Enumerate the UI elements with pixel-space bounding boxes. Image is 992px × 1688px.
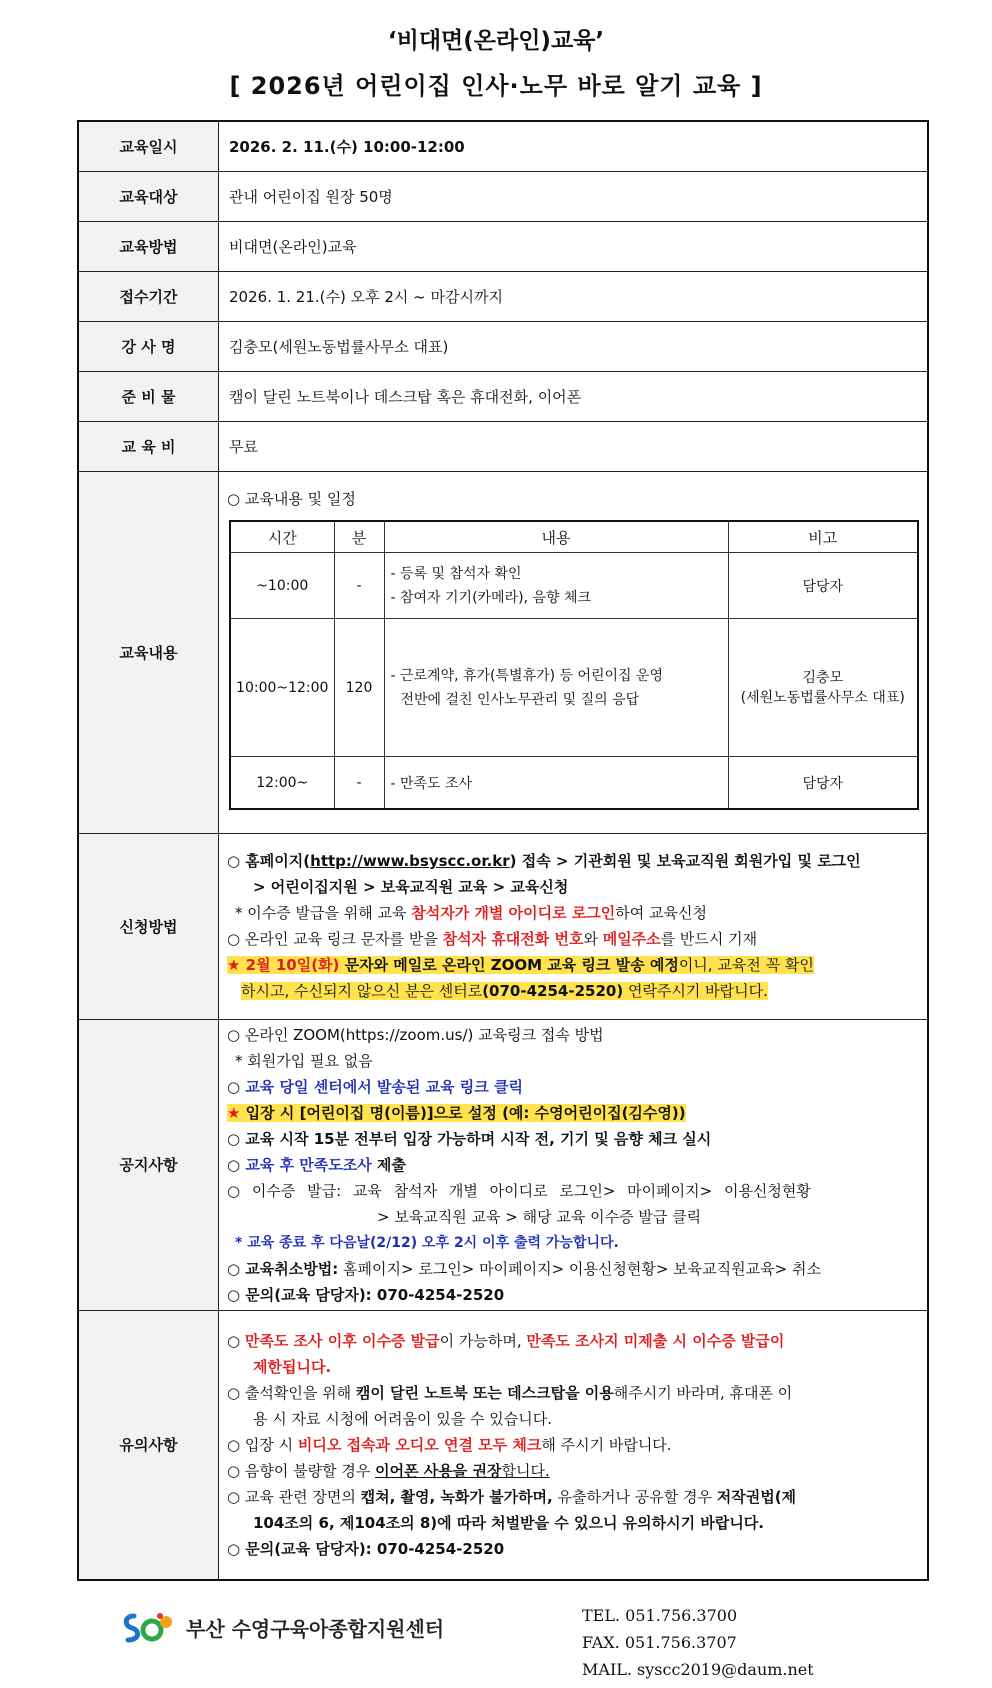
period-value: 2026. 1. 21.(수) 오후 2시 ~ 마감시까지 [219, 271, 929, 321]
apply-text: 이니, 교육전 꼭 확인 [678, 956, 814, 974]
row-caution [78, 1310, 928, 1580]
caution-bullet: ○ [227, 1331, 245, 1350]
caution-emphasis: 만족도 조사지 미제출 시 이수증 발급이 [526, 1331, 785, 1350]
org-logo [120, 1610, 444, 1644]
schedule-header-time: 시간 [230, 521, 334, 553]
row-method [78, 221, 928, 271]
notice-line: ○ 교육 시작 15분 전부터 입장 가능하며 시작 전, 기기 및 음향 체크 실시 [227, 1129, 712, 1148]
notice-line [227, 1152, 919, 1178]
target-value: 관내 어린이집 원장 50명 [219, 171, 929, 221]
caution-line: ○ 문의(교육 담당자): 070-4254-2520 [227, 1539, 505, 1558]
schedule-header-note: 비고 [728, 521, 918, 553]
apply-emphasis: 메일주소 [602, 930, 661, 948]
period-label: 접수기간 [78, 271, 219, 321]
contact-block [582, 1602, 814, 1683]
lecturer-value: 김충모(세원노동법률사무소 대표) [219, 321, 929, 371]
notice-bullet: ○ [227, 1155, 241, 1174]
notice-line: ○ 온라인 ZOOM(https://zoom.us/) 교육링크 접속 방법 [227, 1025, 604, 1044]
center-logo-icon [120, 1610, 176, 1644]
schedule-content: - 만족도 조사 [384, 757, 728, 809]
caution-line: 용 시 자료 시청에 어려움이 있을 수 있습니다. [253, 1409, 552, 1428]
apply-emphasis: 2월 10일(화) [240, 956, 340, 974]
caution-text: ○ 교육 관련 장면의 [227, 1487, 361, 1506]
apply-line [227, 926, 919, 952]
schedule-row [230, 757, 918, 809]
star-icon: ★ [227, 1103, 241, 1122]
schedule-min: 120 [334, 619, 384, 757]
caution-emphasis: 캡쳐, 촬영, 녹화가 불가하며, [360, 1487, 553, 1506]
apply-phone: (070-4254-2520) [482, 982, 624, 1000]
prep-value: 캠이 달린 노트북이나 데스크탑 혹은 휴대전화, 이어폰 [219, 371, 929, 421]
row-notice [78, 1019, 928, 1310]
apply-cell [219, 833, 929, 1019]
row-period [78, 271, 928, 321]
schedule-row [230, 553, 918, 619]
fee-value: 무료 [219, 421, 929, 471]
info-table [77, 120, 929, 1581]
caution-line [227, 1328, 919, 1354]
apply-line [227, 952, 919, 978]
row-apply [78, 833, 928, 1019]
schedule-header-content: 내용 [384, 521, 728, 553]
org-name: 부산 수영구육아종합지원센터 [186, 1616, 445, 1641]
caution-line [227, 1432, 919, 1458]
apply-line [227, 900, 919, 926]
caution-text: 유출하거나 공유할 경우 [552, 1487, 717, 1506]
page-title: [ 2026년 어린이집 인사·노무 바로 알기 교육 ] [229, 72, 763, 100]
notice-emphasis: 입장 시 [어린이집 명(이름)]으로 설정 (예: 수영어린이집(김수영)) [240, 1103, 686, 1122]
notice-label: 공지사항 [78, 1019, 219, 1310]
schedule-table [229, 520, 919, 810]
row-target [78, 171, 928, 221]
page-subtitle: ‘비대면(온라인)교육’ [387, 28, 605, 54]
caution-text: ○ 입장 시 [227, 1435, 298, 1454]
schedule-content-line: 전반에 걸친 인사노무관리 및 질의 응답 [400, 691, 640, 708]
schedule-content-line: - 근로계약, 휴가(특별휴가) 등 어린이집 운영 [390, 667, 664, 684]
notice-line: * 교육 종료 후 다음날(2/12) 오후 2시 이후 출력 가능합니다. [235, 1234, 619, 1251]
apply-line [227, 978, 919, 1004]
method-label: 교육방법 [78, 221, 219, 271]
schedule-note-line: (세원노동법률사무소 대표) [740, 689, 905, 706]
caution-emphasis: 저작권법(제 [716, 1487, 797, 1506]
apply-text: 를 반드시 기재 [660, 930, 758, 948]
apply-text: ○ 온라인 교육 링크 문자를 받을 [227, 930, 443, 948]
apply-line: > 어린이집지원 > 보육교직원 교육 > 교육신청 [253, 878, 569, 896]
contact-fax: FAX. 051.756.3707 [582, 1633, 737, 1652]
content-intro: ○ 교육내용 및 일정 [227, 490, 356, 509]
row-date [78, 121, 928, 171]
caution-line [227, 1458, 919, 1484]
notice-emphasis: 교육 후 만족도조사 [240, 1155, 372, 1174]
caution-text: 이 가능하며, [439, 1331, 527, 1350]
date-value: 2026. 2. 11.(수) 10:00-12:00 [219, 121, 929, 171]
apply-text: * 이수증 발급을 위해 교육 [235, 904, 412, 922]
caution-text: 해 주시기 바랍니다. [541, 1435, 672, 1454]
notice-emphasis: 교육 당일 센터에서 발송된 교육 링크 클릭 [240, 1077, 523, 1096]
notice-emphasis: ○ 교육취소방법: [227, 1259, 339, 1278]
schedule-content [384, 619, 728, 757]
prep-label: 준 비 물 [78, 371, 219, 421]
row-content [78, 471, 928, 833]
caution-emphasis: 캠이 달린 노트북 또는 데스크탑을 이용 [355, 1383, 614, 1402]
caution-emphasis: 비디오 접속과 오디오 연결 모두 체크 [297, 1435, 542, 1454]
caution-label: 유의사항 [78, 1310, 219, 1580]
schedule-time: ~10:00 [230, 553, 334, 619]
caution-line [227, 1380, 919, 1406]
apply-text: 하여 교육신청 [615, 904, 708, 922]
schedule-header-row [230, 521, 918, 553]
apply-text: 와 [583, 930, 603, 948]
notice-bullet: ○ [227, 1077, 241, 1096]
caution-text: ○ 출석확인을 위해 [227, 1383, 356, 1402]
schedule-note: 담당자 [728, 757, 918, 809]
apply-emphasis: 참석자가 개별 아이디로 로그인 [411, 904, 616, 922]
schedule-time: 10:00~12:00 [230, 619, 334, 757]
apply-emphasis: 문자와 메일로 온라인 ZOOM 교육 링크 발송 예정 [339, 956, 679, 974]
apply-label: 신청방법 [78, 833, 219, 1019]
caution-text: 합니다. [501, 1461, 550, 1480]
notice-text: 제출 [371, 1155, 406, 1174]
target-label: 교육대상 [78, 171, 219, 221]
apply-text: 연락주시기 바랍니다. [623, 982, 768, 1000]
schedule-header-min: 분 [334, 521, 384, 553]
caution-emphasis: 이어폰 사용을 권장 [375, 1461, 502, 1480]
caution-line [227, 1484, 919, 1510]
apply-text: 하시고, 수신되지 않으신 분은 센터로 [241, 982, 483, 1000]
caution-text: 해주시기 바라며, 휴대폰 이 [613, 1383, 793, 1402]
row-fee [78, 421, 928, 471]
caution-text: ○ 음향이 불량할 경우 [227, 1461, 376, 1480]
notice-line [227, 1074, 919, 1100]
notice-line: * 회원가입 필요 없음 [235, 1051, 373, 1070]
schedule-content [384, 553, 728, 619]
schedule-note: 담당자 [728, 553, 918, 619]
apply-line [227, 848, 919, 874]
apply-emphasis: 참석자 휴대전화 번호 [442, 930, 584, 948]
caution-cell [219, 1310, 929, 1580]
notice-line [227, 1256, 919, 1282]
schedule-note-line: 김충모 [802, 669, 844, 686]
caution-line: 104조의 6, 제104조의 8)에 따라 처벌받을 수 있으니 유의하시기 바랍니다. [253, 1513, 764, 1532]
notice-cell [219, 1019, 929, 1310]
apply-text: ) 접속 > 기관회원 및 보육교직원 회원가입 및 로그인 [509, 852, 861, 870]
notice-line: ○ 이수증 발급: 교육 참석자 개별 아이디로 로그인> 마이페이지> 이용신청현황 [227, 1181, 811, 1200]
schedule-row [230, 619, 918, 757]
content-label: 교육내용 [78, 471, 219, 833]
notice-line [227, 1100, 919, 1126]
notice-line: > 보육교직원 교육 > 해당 교육 이수증 발급 클릭 [377, 1207, 702, 1226]
schedule-content-line: - 등록 및 참석자 확인 [390, 565, 522, 582]
notice-line: ○ 문의(교육 담당자): 070-4254-2520 [227, 1285, 505, 1304]
date-label: 교육일시 [78, 121, 219, 171]
contact-tel: TEL. 051.756.3700 [582, 1606, 738, 1625]
row-prep [78, 371, 928, 421]
fee-label: 교 육 비 [78, 421, 219, 471]
row-lecturer [78, 321, 928, 371]
content-cell [219, 471, 929, 833]
star-icon: ★ [227, 956, 241, 974]
caution-line: 제한됩니다. [253, 1357, 332, 1376]
schedule-min: - [334, 757, 384, 809]
schedule-min: - [334, 553, 384, 619]
lecturer-label: 강 사 명 [78, 321, 219, 371]
schedule-content-line: - 참여자 기기(카메라), 음향 체크 [390, 589, 592, 606]
schedule-note [728, 619, 918, 757]
method-value: 비대면(온라인)교육 [219, 221, 929, 271]
homepage-link[interactable]: http://www.bsyscc.or.kr [310, 852, 510, 870]
schedule-time: 12:00~ [230, 757, 334, 809]
caution-emphasis: 만족도 조사 이후 이수증 발급 [244, 1331, 440, 1350]
contact-mail[interactable]: MAIL. syscc2019@daum.net [582, 1660, 814, 1679]
apply-text: ○ 홈페이지( [227, 852, 311, 870]
notice-text: 홈페이지> 로그인> 마이페이지> 이용신청현황> 보육교직원교육> 취소 [338, 1259, 821, 1278]
